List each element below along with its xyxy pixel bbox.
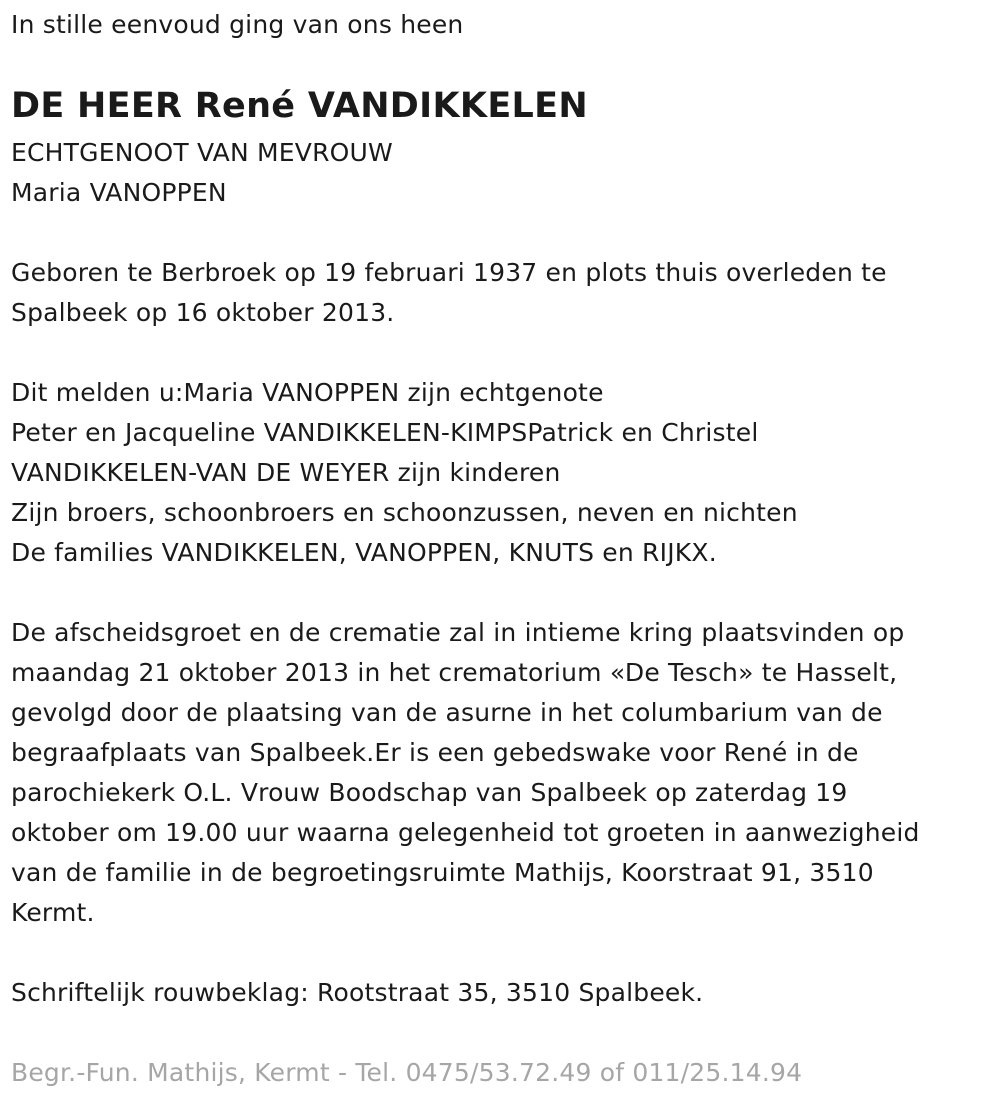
text-line: begraafplaats van Spalbeek.Er is een gebedswake voor René in de <box>11 738 859 767</box>
spouse-block <box>11 133 393 213</box>
announced-by-paragraph <box>11 373 798 573</box>
text-line: Schriftelijk rouwbeklag: Rootstraat 35, 3510 Spalbeek. <box>11 978 704 1007</box>
funeral-home-contact: Begr.-Fun. Mathijs, Kermt - Tel. 0475/53.72.49 of 011/25.14.94 <box>11 1058 803 1087</box>
text-line: Kermt. <box>11 898 95 927</box>
text-line: parochiekerk O.L. Vrouw Boodschap van Spalbeek op zaterdag 19 <box>11 778 848 807</box>
text-line: Dit melden u:Maria VANOPPEN zijn echtgenote <box>11 378 604 407</box>
text-line: Geboren te Berbroek op 19 februari 1937 en plots thuis overleden te <box>11 258 887 287</box>
text-line: De families VANDIKKELEN, VANOPPEN, KNUTS en RIJKX. <box>11 538 717 567</box>
text-line: maandag 21 oktober 2013 in het crematorium «De Tesch» te Hasselt, <box>11 658 898 687</box>
condolence-address <box>11 973 703 1013</box>
text-line: VANDIKKELEN-VAN DE WEYER zijn kinderen <box>11 458 561 487</box>
text-line: oktober om 19.00 uur waarna gelegenheid tot groeten in aanwezigheid <box>11 818 920 847</box>
spouse-name: Maria VANOPPEN <box>11 178 227 207</box>
spouse-title: ECHTGENOOT VAN MEVROUW <box>11 138 393 167</box>
text-line: Peter en Jacqueline VANDIKKELEN-KIMPSPatrick en Christel <box>11 418 759 447</box>
text-line: De afscheidsgroet en de crematie zal in intieme kring plaatsvinden op <box>11 618 905 647</box>
text-line: Spalbeek op 16 oktober 2013. <box>11 298 395 327</box>
text-line: Zijn broers, schoonbroers en schoonzussen, neven en nichten <box>11 498 798 527</box>
deceased-name: DE HEER René VANDIKKELEN <box>11 86 588 126</box>
intro-text: In stille eenvoud ging van ons heen <box>11 10 464 39</box>
birth-death-paragraph <box>11 253 887 333</box>
ceremony-paragraph <box>11 613 920 933</box>
text-line: gevolgd door de plaatsing van de asurne in het columbarium van de <box>11 698 883 727</box>
text-line: van de familie in de begroetingsruimte Mathijs, Koorstraat 91, 3510 <box>11 858 874 887</box>
